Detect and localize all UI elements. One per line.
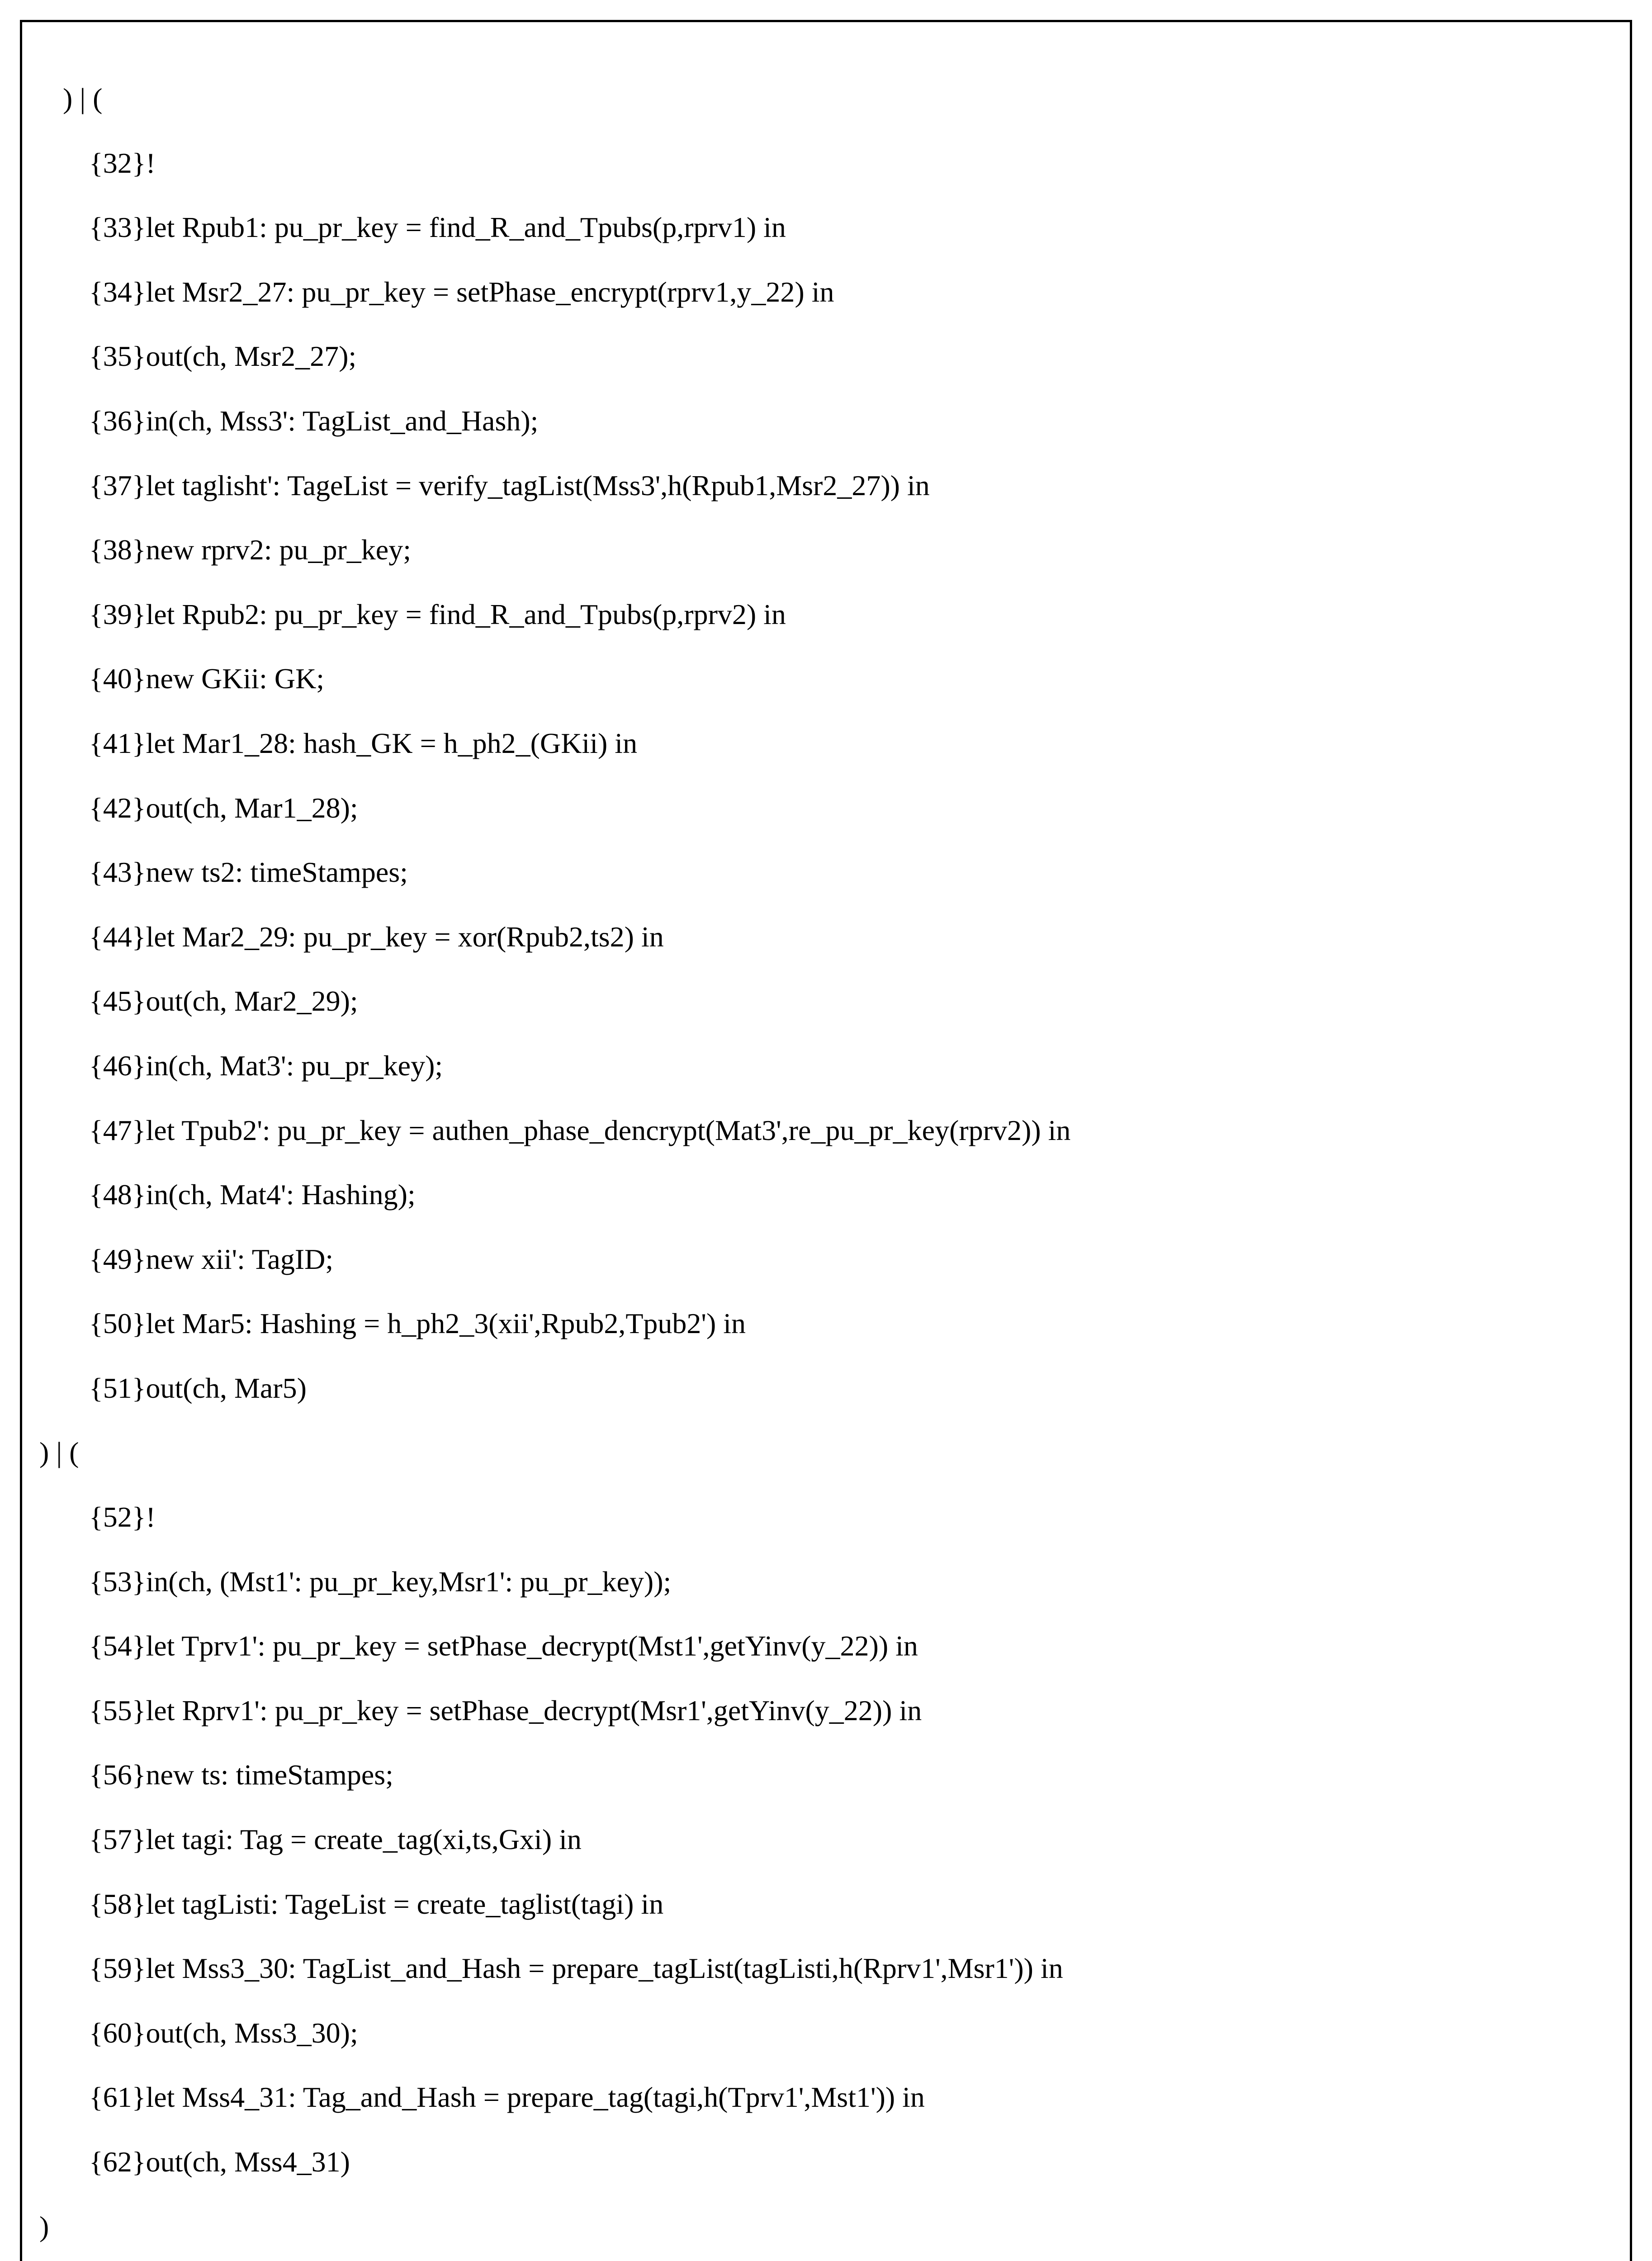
code-line: {44}let Mar2_29: pu_pr_key = xor(Rpub2,ts2) in: [89, 920, 664, 953]
code-line: {37}let taglisht': TageList = verify_tagList(Mss3',h(Rpub1,Msr2_27)) in: [89, 469, 930, 501]
code-line: ) | (: [63, 82, 103, 114]
code-listing: [22, 66, 1630, 2261]
code-line: {56}new ts: timeStampes;: [89, 1759, 393, 1791]
code-line: {34}let Msr2_27: pu_pr_key = setPhase_encrypt(rprv1,y_22) in: [89, 275, 834, 308]
code-line: {52}!: [89, 1501, 156, 1533]
code-line: {35}out(ch, Msr2_27);: [89, 340, 357, 373]
code-line: {43}new ts2: timeStampes;: [89, 856, 408, 889]
code-line: {58}let tagListi: TageList = create_taglist(tagi) in: [89, 1887, 664, 1920]
code-line: {59}let Mss3_30: TagList_and_Hash = prepare_tagList(tagListi,h(Rprv1',Msr1')) in: [89, 1952, 1063, 1985]
code-line: {41}let Mar1_28: hash_GK = h_ph2_(GKii) in: [89, 727, 638, 759]
code-line: {47}let Tpub2': pu_pr_key = authen_phase_dencrypt(Mat3',re_pu_pr_key(rprv2)) in: [89, 1114, 1071, 1146]
code-line: {40}new GKii: GK;: [89, 662, 325, 695]
code-line: {32}!: [89, 147, 156, 179]
code-line: {36}in(ch, Mss3': TagList_and_Hash);: [89, 404, 539, 437]
code-line: {48}in(ch, Mat4': Hashing);: [89, 1178, 416, 1211]
code-line: {49}new xii': TagID;: [89, 1243, 334, 1275]
code-line: {51}out(ch, Mar5): [89, 1372, 307, 1404]
code-line: {50}let Mar5: Hashing = h_ph2_3(xii',Rpub2,Tpub2') in: [89, 1307, 746, 1340]
code-line: {53}in(ch, (Mst1': pu_pr_key,Msr1': pu_pr_key));: [89, 1565, 672, 1598]
code-line: {62}out(ch, Mss4_31): [89, 2146, 350, 2178]
code-line: {38}new rprv2: pu_pr_key;: [89, 534, 411, 566]
code-line: {46}in(ch, Mat3': pu_pr_key);: [89, 1049, 443, 1082]
code-line: ) | (: [39, 1436, 79, 1469]
code-line: {54}let Tprv1': pu_pr_key = setPhase_decrypt(Mst1',getYinv(y_22)) in: [89, 1630, 918, 1662]
code-line: {39}let Rpub2: pu_pr_key = find_R_and_Tpubs(p,rprv2) in: [89, 598, 786, 630]
code-line: {61}let Mss4_31: Tag_and_Hash = prepare_tag(tagi,h(Tprv1',Mst1')) in: [89, 2081, 925, 2114]
code-line: {60}out(ch, Mss3_30);: [89, 2016, 358, 2049]
code-listing-frame: [20, 20, 1632, 2261]
code-line: {57}let tagi: Tag = create_tag(xi,ts,Gxi) in: [89, 1823, 582, 1856]
code-line: {55}let Rprv1': pu_pr_key = setPhase_decrypt(Msr1',getYinv(y_22)) in: [89, 1694, 922, 1726]
code-line: [22, 2259, 1630, 2261]
code-line: {33}let Rpub1: pu_pr_key = find_R_and_Tpubs(p,rprv1) in: [89, 211, 786, 244]
code-line: {42}out(ch, Mar1_28);: [89, 791, 358, 824]
code-line: {45}out(ch, Mar2_29);: [89, 985, 358, 1017]
code-line: ): [39, 2210, 49, 2242]
